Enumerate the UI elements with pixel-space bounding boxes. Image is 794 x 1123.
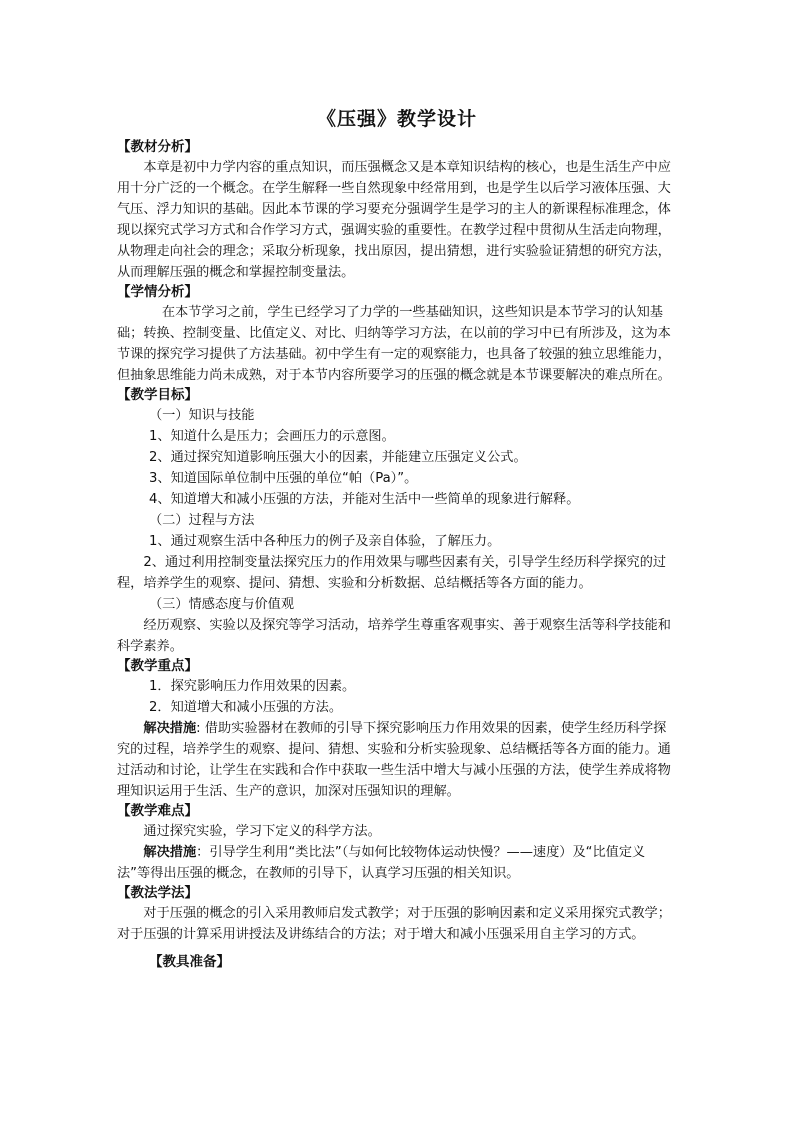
spacer [117,945,677,953]
key-point-item: 2．知道增大和减小压强的方法。 [149,700,343,715]
difficulty-text: 通过探究实验，学习下定义的科学方法。 [143,824,381,839]
solution-text: ：引导学生利用“类比法”（与如何比较物体运动快慢？——速度）及“比值定义法”等得出压强的概念，在教师的引导下，认真学习压强的相关知识。 [117,845,646,881]
key-point-solution [117,718,677,802]
goal-subheading-attitude: （三）情感态度与价值观 [149,597,295,612]
textbook-analysis-paragraph: 本章是初中力学内容的重点知识，而压强概念又是本章知识结构的核心，也是生活生产中应用十分广泛的一个概念。在学生解释一些自然现象中经常用到，也是学生以后学习液体压强、大气压、浮力知识的基础。因此本节课的学习要充分强调学生是学习的主人的新课程标准理念，体现以探究式学习方式和合作学习方式，强调实验的重要性。在教学过程中贯彻从生活走向物理，从物理走向社会的理念；采取分析现象，找出原因，提出猜想，进行实验验证猜想的研究方法，从而理解压强的概念和掌握控制变量法。 [117,160,671,280]
solution-text: : 借助实验器材在教师的引导下探究影响压力作用效果的因素，使学生经历科学探究的过程，培养学生的观察、提问、猜想、实验和分析实验现象、总结概括等各方面的能力。通过活动和讨论，让学生在实践和合作中获取一些生活中增大与减小压强的方法，使学生养成将物理知识运用于生活、生产的意识，加深对压强知识的理解。 [117,721,671,799]
goal-item: 1、通过观察生活中各种压力的例子及亲自体验，了解压力。 [149,534,501,549]
section-heading-learner-analysis: 【学情分析】 [117,284,198,300]
goal-item: 2、通过利用控制变量法探究压力的作用效果与哪些因素有关，引导学生经历科学探究的过程，培养学生的观察、提问、猜想、实验和分析数据、总结概括等各方面的能力。 [117,555,667,591]
goal-item: 经历观察、实验以及探究等学习活动，培养学生尊重客观事实、善于观察生活等科学技能和科学素养。 [117,618,671,654]
section-heading-textbook-analysis: 【教材分析】 [117,139,198,155]
section-heading-teaching-tools: 【教具准备】 [149,954,230,970]
goal-subheading-process: （二）过程与方法 [149,513,255,528]
teaching-methods-paragraph: 对于压强的概念的引入采用教师启发式教学；对于压强的影响因素和定义采用探究式教学；对于压强的计算采用讲授法及讲练结合的方法；对于增大和减小压强采用自主学习的方式。 [117,906,671,942]
difficulty-solution [117,842,677,884]
document-title: 《压强》教学设计 [316,108,477,130]
goal-item: 1、知道什么是压力；会画压力的示意图。 [149,429,395,444]
section-heading-teaching-goals: 【教学目标】 [117,387,198,403]
key-point-item: 1．探究影响压力作用效果的因素。 [149,679,356,694]
section-heading-key-points: 【教学重点】 [117,658,198,674]
solution-label: 解决措施 [143,721,197,736]
learner-analysis-paragraph: 在本节学习之前，学生已经学习了力学的一些基础知识，这些知识是本节学习的认知基础；转换、控制变量、比值定义、对比、归纳等学习方法，在以前的学习中已有所涉及，这为本节课的探究学习提供了方法基础。初中学生有一定的观察能力，也具备了较强的独立思维能力，但抽象思维能力尚未成熟，对于本节内容所要学习的压强的概念就是本节课要解决的难点所在。 [117,305,671,383]
goal-item: 3、知道国际单位制中压强的单位“帕（Pa）”。 [149,471,418,486]
section-heading-difficulties: 【教学难点】 [117,803,198,819]
goal-item: 2、通过探究知道影响压强大小的因素，并能建立压强定义公式。 [149,450,527,465]
document-body [117,138,677,972]
goal-subheading-knowledge: （一）知识与技能 [149,408,255,423]
goal-item: 4、知道增大和减小压强的方法，并能对生活中一些简单的现象进行解释。 [149,492,580,507]
solution-label: 解决措施 [143,845,197,860]
section-heading-teaching-methods: 【教法学法】 [117,885,198,901]
